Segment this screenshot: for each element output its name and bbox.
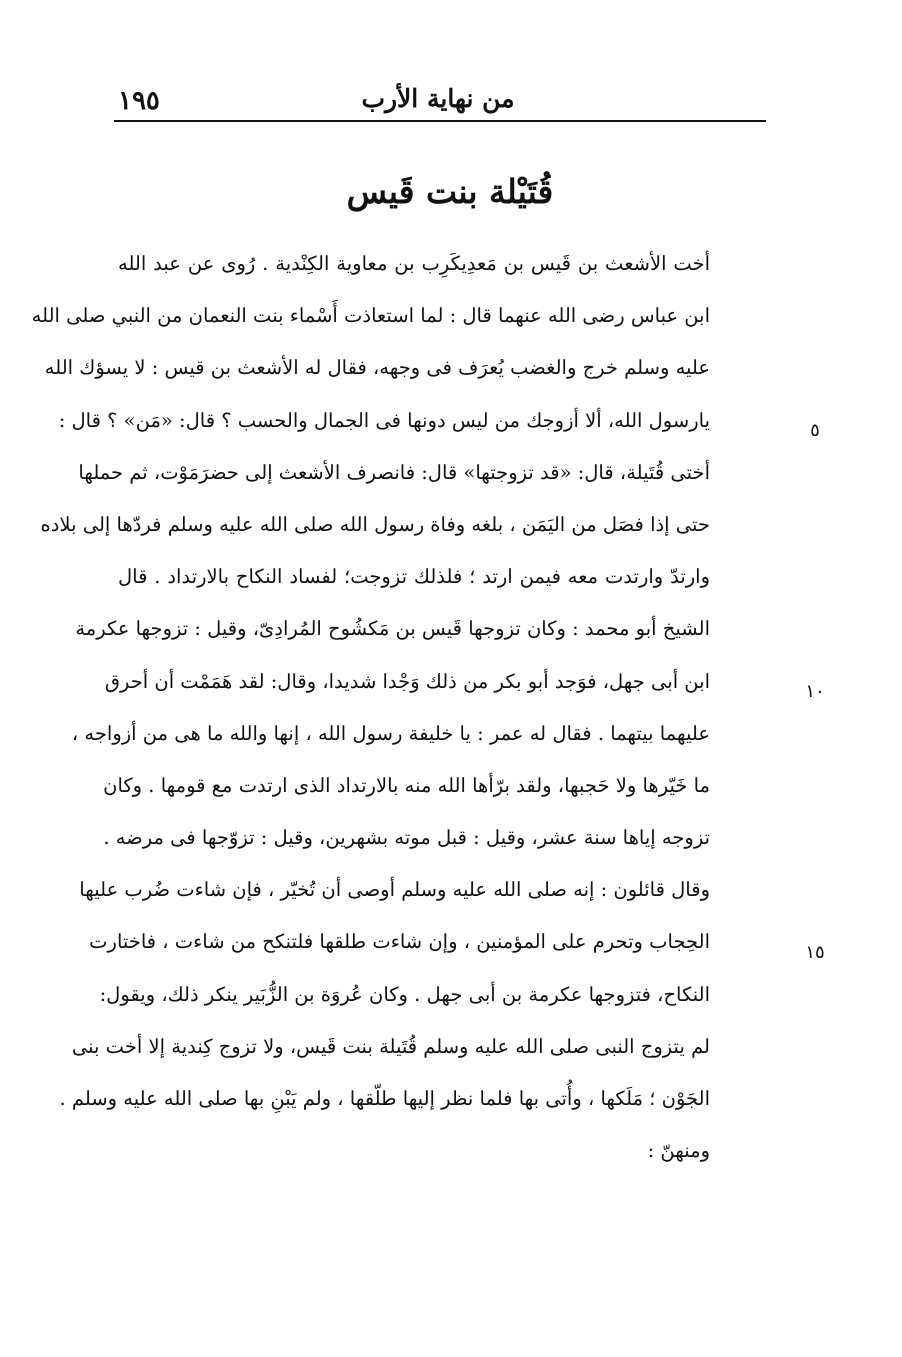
page-number: ١٩٥ xyxy=(118,86,160,116)
text-line: ابن عباس رضى الله عنهما قال : لما استعاذت أَسْماء بنت النعمان من النبي صلى الله xyxy=(31,304,710,328)
text-line: ومنهنّ : xyxy=(647,1139,710,1163)
line-number: ٥ xyxy=(810,420,820,441)
text-line: أختى قُتَيلة، قال: «قد تزوجتها» قال: فانصرف الأشعث إلى حضرَمَوْت، ثم حملها xyxy=(78,460,710,484)
text-line: الحِجاب وتحرم على المؤمنين ، وإن شاءت طلقها فلتنكح من شاءت ، فاختارت xyxy=(89,930,710,954)
text-line: وارتدّ وارتدت معه فيمن ارتد ؛ فلذلك تزوجت؛ لفساد النكاح بالارتداد . قال xyxy=(118,565,710,589)
text-line: وقال قائلون : إنه صلى الله عليه وسلم أوصى أن تُخيّر ، فإن شاءت ضُرب عليها xyxy=(79,878,710,902)
text-line: تزوجه إياها سنة عشر، وقيل : قبل موته بشهرين، وقيل : تزوّجها فى مرضه . xyxy=(103,826,710,850)
text-line: لم يتزوج النبى صلى الله عليه وسلم قُتَيلة بنت قَيس، ولا تزوج كِندية إلا أخت بنى xyxy=(71,1034,710,1058)
text-line: عليهما بيتهما . فقال له عمر : يا خليفة رسول الله ، إنها والله ما هى من أزواجه ، xyxy=(71,721,710,745)
running-title: من نهاية الأرب xyxy=(361,84,515,113)
running-header xyxy=(118,84,766,124)
header-rule xyxy=(114,120,766,122)
text-line: عليه وسلم خرج والغضب يُعرَف فى وجهه، فقال له الأشعث بن قيس : لا يسؤك الله xyxy=(44,356,710,380)
text-line: ما خَيّرها ولا حَجبها، ولقد برّأها الله منه بالارتداد الذى ارتدت مع قومها . وكان xyxy=(103,773,710,797)
text-line: النكاح، فتزوجها عكرمة بن أبى جهل . وكان عُروَة بن الزُّبَير ينكر ذلك، ويقول: xyxy=(99,982,710,1006)
body-text xyxy=(31,238,710,1177)
section-title: قُتَيْلة بنت قَيس xyxy=(346,172,554,211)
text-line: يارسول الله، ألا أزوجك من ليس دونها فى الجمال والحسب ؟ قال: «مَن» ؟ قال : xyxy=(58,408,710,432)
text-line: الشيخ أبو محمد : وكان تزوجها قَيس بن مَكشُوح المُرادِىّ، وقيل : تزوجها عكرمة xyxy=(75,617,710,641)
text-line: الجَوْن ؛ مَلَكها ، وأُتى بها فلما نظر إليها طلّقها ، ولم يَبْنِ بها صلى الله عليه وسلم . xyxy=(59,1087,710,1110)
line-number: ١٠ xyxy=(805,681,825,702)
text-line: أخت الأشعث بن قَيس بن مَعدِيكَرِب بن معاوية الكِنْدية . رُوى عن عبد الله xyxy=(118,252,710,275)
line-number: ١٥ xyxy=(805,942,825,963)
text-line: حتى إذا فصَل من اليَمَن ، بلغه وفاة رسول الله صلى الله عليه وسلم فردّها إلى بلاده xyxy=(40,512,710,536)
text-line: ابن أبى جهل، فوَجد أبو بكر من ذلك وَجْدا شديدا، وقال: لقد هَمَمْت أن أحرق xyxy=(104,669,710,693)
